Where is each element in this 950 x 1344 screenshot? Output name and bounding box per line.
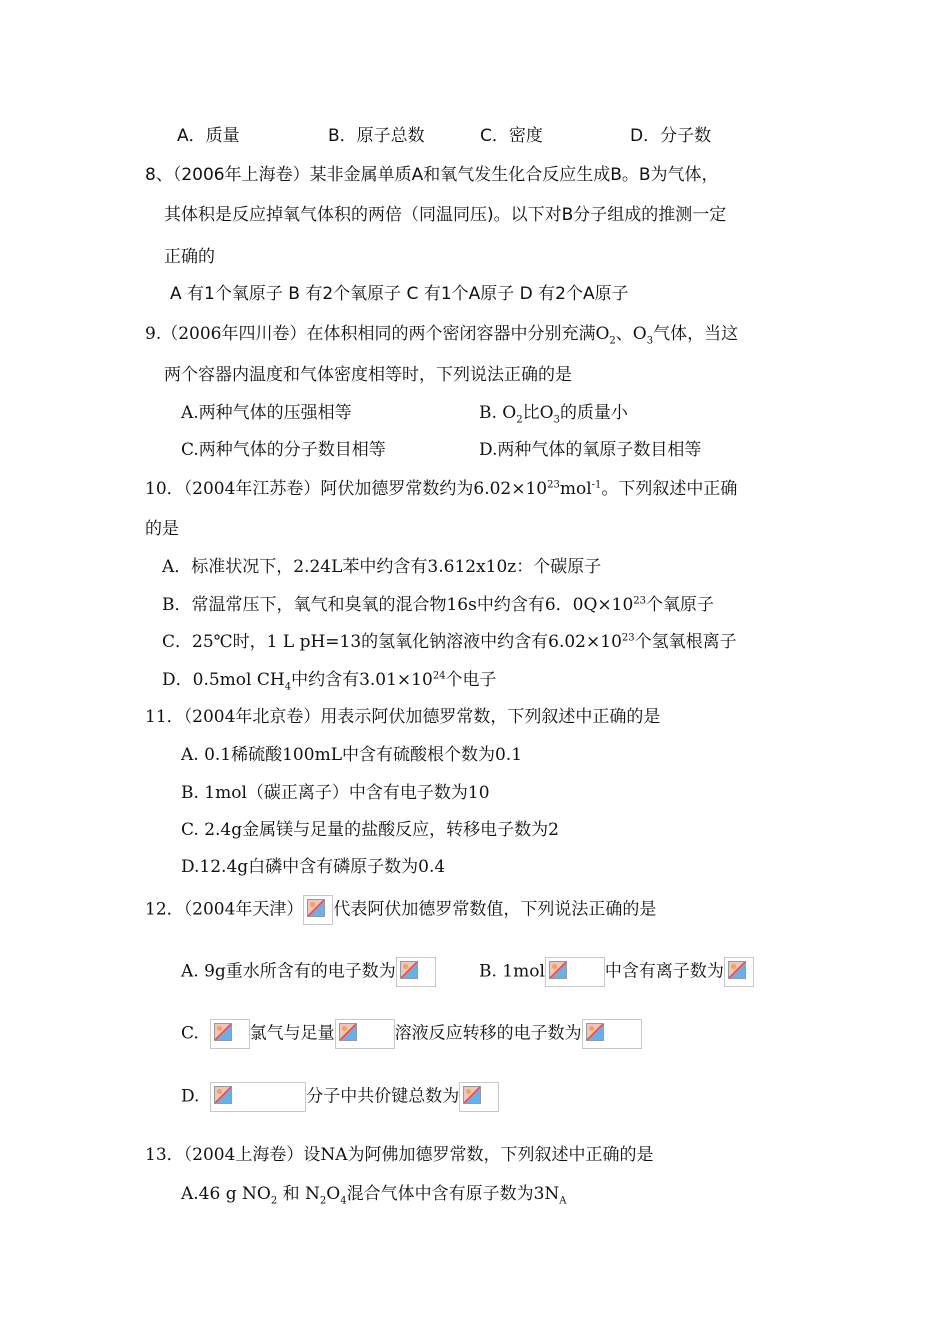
q8-stem-line2: 其体积是反应掉氧气体积的两倍（同温同压)。以下对B分子组成的推测一定 xyxy=(164,205,727,225)
broken-image-icon xyxy=(339,1023,357,1041)
q10-option-c: C．25℃时，1 L pH=13的氢氧化钠溶液中约含有$6.02\times 10^{23}$个氢氧根离子 xyxy=(162,632,737,652)
q9-option-d: D.两种气体的氧原子数目相等 xyxy=(479,440,702,460)
formula-image-placeholder xyxy=(724,957,754,987)
broken-image-icon xyxy=(586,1023,604,1041)
q9-option-c: C.两种气体的分子数目相等 xyxy=(181,440,386,460)
q11-option-b: B. 1mol（碳正离子）中含有电子数为10 xyxy=(181,783,490,803)
q7-option-c: C．密度 xyxy=(480,126,543,146)
broken-image-icon xyxy=(214,1023,232,1041)
formula-image-placeholder xyxy=(396,957,436,987)
q7-option-d: D．分子数 xyxy=(630,126,712,146)
q12-option-a: A. 9g重水所含有的电子数为 xyxy=(181,957,436,987)
q11-option-d: D.12.4g白磷中含有磷原子数为0.4 xyxy=(181,857,446,877)
q8-stem-line3: 正确的 xyxy=(164,247,215,267)
q9-option-a: A.两种气体的压强相等 xyxy=(181,403,352,423)
formula-image-placeholder xyxy=(303,895,333,925)
q11-option-a: A. 0.1稀硫酸100mL中含有硫酸根个数为0.1 xyxy=(181,745,523,765)
broken-image-icon xyxy=(549,961,567,979)
broken-image-icon xyxy=(400,961,418,979)
q13-option-a: A.46 g $NO_2$ 和 $N_2O_4$混合气体中含有原子数为$3N_A$ xyxy=(181,1184,567,1207)
q9-option-b: B. $O_2$比$O_3$的质量小 xyxy=(479,403,628,426)
q11-stem: 11．（2004年北京卷）用表示阿伏加德罗常数，下列叙述中正确的是 xyxy=(145,707,661,727)
q10-stem-line1: 10．（2004年江苏卷）阿伏加德罗常数约为$6.02\times 10^{23}mol^{-1}$。下列叙述中正确 xyxy=(145,479,738,499)
formula-image-placeholder xyxy=(210,1019,250,1049)
q10-option-d: D．0.5mol $CH_4$中约含有$3.01\times 10^{24}$个电子 xyxy=(162,670,497,693)
q8-options: A 有1个氧原子 B 有2个氧原子 C 有1个A原子 D 有2个A原子 xyxy=(170,284,629,304)
q13-stem: 13．（2004上海卷）设NA为阿佛加德罗常数，下列叙述中正确的是 xyxy=(145,1145,654,1165)
broken-image-icon xyxy=(728,961,746,979)
formula-image-placeholder xyxy=(545,957,605,987)
broken-image-icon xyxy=(214,1086,232,1104)
q12-stem: 12．（2004年天津） 代表阿伏加德罗常数值，下列说法正确的是 xyxy=(145,895,656,925)
q12-option-c: C. 氯气与足量 溶液反应转移的电子数为 xyxy=(181,1019,642,1049)
q10-stem-line2: 的是 xyxy=(145,519,179,539)
formula-image-placeholder xyxy=(582,1019,642,1049)
q9-stem-line2: 两个容器内温度和气体密度相等时，下列说法正确的是 xyxy=(164,365,572,385)
q10-option-b: B．常温常压下，氧气和臭氧的混合物16s中约含有6．$0Q\times 10^{23}$个氧原子 xyxy=(162,595,715,615)
broken-image-icon xyxy=(307,899,325,917)
q10-option-a: A．标准状况下，2.24L苯中约含有3.612x10z：个碳原子 xyxy=(162,557,602,577)
formula-image-placeholder xyxy=(459,1082,499,1112)
q12-option-d: D. 分子中共价键总数为 xyxy=(181,1082,499,1112)
formula-image-placeholder xyxy=(210,1082,306,1112)
broken-image-icon xyxy=(463,1086,481,1104)
q9-stem-line1: 9.（2006年四川卷）在体积相同的两个密闭容器中分别充满$O_2$、$O_3$气体，当这 xyxy=(145,324,739,347)
q7-option-a: A．质量 xyxy=(177,126,240,146)
q11-option-c: C. 2.4g金属镁与足量的盐酸反应，转移电子数为2 xyxy=(181,820,559,840)
formula-image-placeholder xyxy=(335,1019,395,1049)
q12-option-b: B. 1mol 中含有离子数为 xyxy=(479,957,754,987)
q7-option-b: B．原子总数 xyxy=(328,126,425,146)
q8-stem-line1: 8、（2006年上海卷）某非金属单质A和氧气发生化合反应生成B。B为气体， xyxy=(145,165,719,185)
